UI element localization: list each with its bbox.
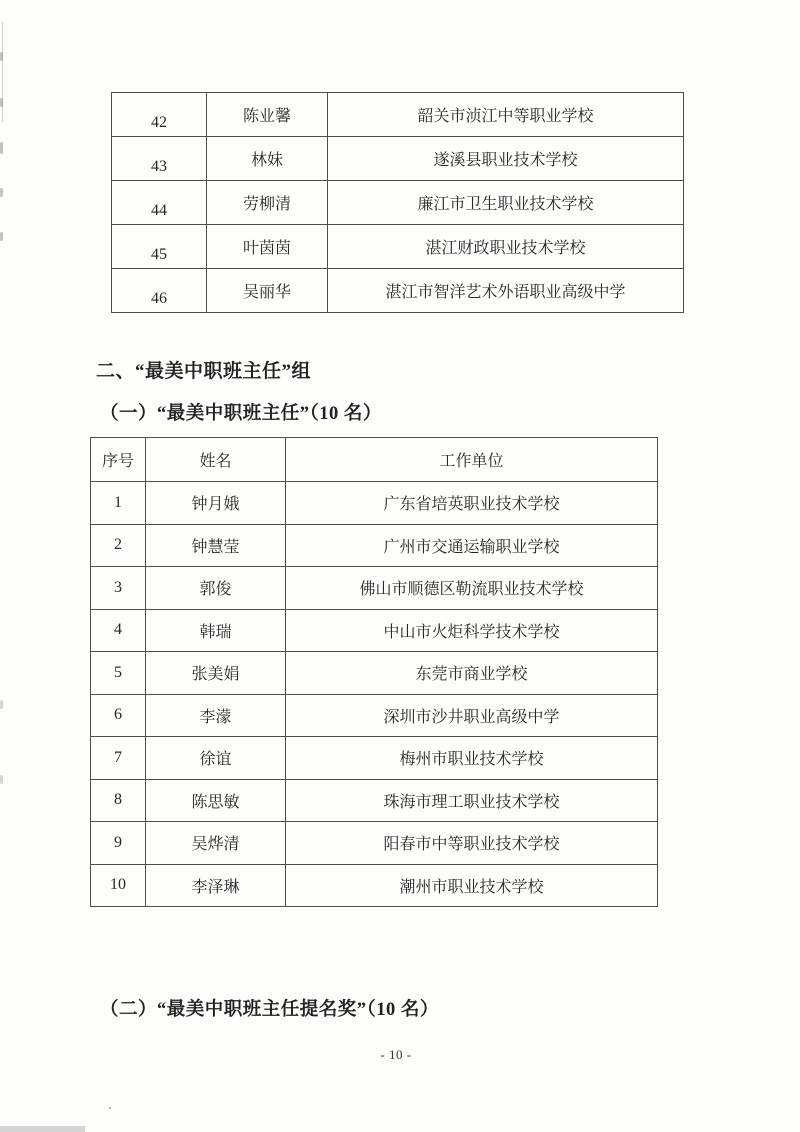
- table-row: [91, 779, 658, 822]
- col-header-name: 姓名: [146, 438, 286, 482]
- table-row: [112, 181, 684, 225]
- seq-cell: 3: [91, 567, 146, 610]
- seq-cell: 9: [91, 822, 146, 865]
- seq-cell: 6: [91, 694, 146, 737]
- section-title: 二、“最美中职班主任”组: [96, 361, 312, 382]
- table-row: [112, 225, 684, 269]
- seq-cell: 5: [91, 652, 146, 695]
- unit-cell: 廉江市卫生职业技术学校: [328, 181, 684, 225]
- seq-cell: 1: [91, 482, 146, 525]
- scan-edge-line: [2, 22, 3, 122]
- name-cell: 吴烨清: [146, 822, 286, 865]
- unit-cell: 湛江市智洋艺术外语职业高级中学: [328, 269, 684, 313]
- name-cell: 徐谊: [146, 737, 286, 780]
- seq-cell: [112, 225, 207, 269]
- seq-cell: [112, 181, 207, 225]
- seq-cell: 2: [91, 524, 146, 567]
- seq-value: 45: [151, 245, 167, 263]
- name-cell: 钟慧莹: [146, 524, 286, 567]
- seq-value: 42: [151, 113, 167, 131]
- scan-speck: [0, 188, 3, 197]
- name-cell: 钟月娥: [146, 482, 286, 525]
- name-cell: 陈思敏: [146, 779, 286, 822]
- unit-cell: 韶关市浈江中等职业学校: [328, 93, 684, 137]
- table-row: [91, 694, 658, 737]
- name-cell: 叶茵茵: [207, 225, 328, 269]
- name-cell: 张美娟: [146, 652, 286, 695]
- seq-value: 43: [151, 157, 167, 175]
- seq-cell: 7: [91, 737, 146, 780]
- table-row: [91, 524, 658, 567]
- name-cell: 李濛: [146, 694, 286, 737]
- table-row: [91, 864, 658, 907]
- seq-value: 44: [151, 201, 167, 219]
- table-row: [112, 137, 684, 181]
- name-cell: 林妹: [207, 137, 328, 181]
- unit-cell: 梅州市职业技术学校: [286, 737, 658, 780]
- unit-cell: 潮州市职业技术学校: [286, 864, 658, 907]
- unit-cell: 中山市火炬科学技术学校: [286, 609, 658, 652]
- scan-speck: [0, 98, 3, 107]
- scan-speck: [0, 232, 3, 241]
- seq-value: 46: [151, 289, 167, 307]
- subsection-1-title: （一）“最美中职班主任”（10 名）: [100, 404, 382, 424]
- seq-cell: 10: [91, 864, 146, 907]
- unit-cell: 深圳市沙井职业高级中学: [286, 694, 658, 737]
- scan-speck: [0, 142, 3, 154]
- table-row: [91, 482, 658, 525]
- unit-cell: 东莞市商业学校: [286, 652, 658, 695]
- unit-cell: 湛江财政职业技术学校: [328, 225, 684, 269]
- subsection-2-title: （二）“最美中职班主任提名奖”（10 名）: [100, 1000, 439, 1020]
- seq-cell: 8: [91, 779, 146, 822]
- table-row: [91, 567, 658, 610]
- seq-cell: [112, 269, 207, 313]
- unit-cell: 佛山市顺德区勒流职业技术学校: [286, 567, 658, 610]
- unit-cell: 广州市交通运输职业学校: [286, 524, 658, 567]
- table-row: [91, 737, 658, 780]
- unit-cell: 遂溪县职业技术学校: [328, 137, 684, 181]
- table-row: [112, 269, 684, 313]
- name-cell: 郭俊: [146, 567, 286, 610]
- scan-dot: [109, 1107, 111, 1109]
- name-cell: 劳柳清: [207, 181, 328, 225]
- table-row: [112, 93, 684, 137]
- col-header-seq: 序号: [91, 438, 146, 482]
- name-cell: 李泽琳: [146, 864, 286, 907]
- name-cell: 吴丽华: [207, 269, 328, 313]
- scan-speck: [0, 700, 3, 709]
- seq-cell: [112, 93, 207, 137]
- name-cell: 韩瑞: [146, 609, 286, 652]
- col-header-unit: 工作单位: [286, 438, 658, 482]
- scan-speck: [0, 52, 3, 61]
- seq-cell: [112, 137, 207, 181]
- unit-cell: 珠海市理工职业技术学校: [286, 779, 658, 822]
- unit-cell: 广东省培英职业技术学校: [286, 482, 658, 525]
- award-table-rows-1-10: [90, 437, 658, 907]
- table-row: [91, 822, 658, 865]
- seq-cell: 4: [91, 609, 146, 652]
- table-header-row: [91, 438, 658, 482]
- award-table-rows-42-46: [111, 92, 684, 313]
- table-row: [91, 609, 658, 652]
- page-number: - 10 -: [380, 1047, 412, 1062]
- scan-speck: [0, 775, 3, 784]
- name-cell: 陈业馨: [207, 93, 328, 137]
- unit-cell: 阳春市中等职业技术学校: [286, 822, 658, 865]
- table-row: [91, 652, 658, 695]
- scan-smudge: [0, 1126, 85, 1132]
